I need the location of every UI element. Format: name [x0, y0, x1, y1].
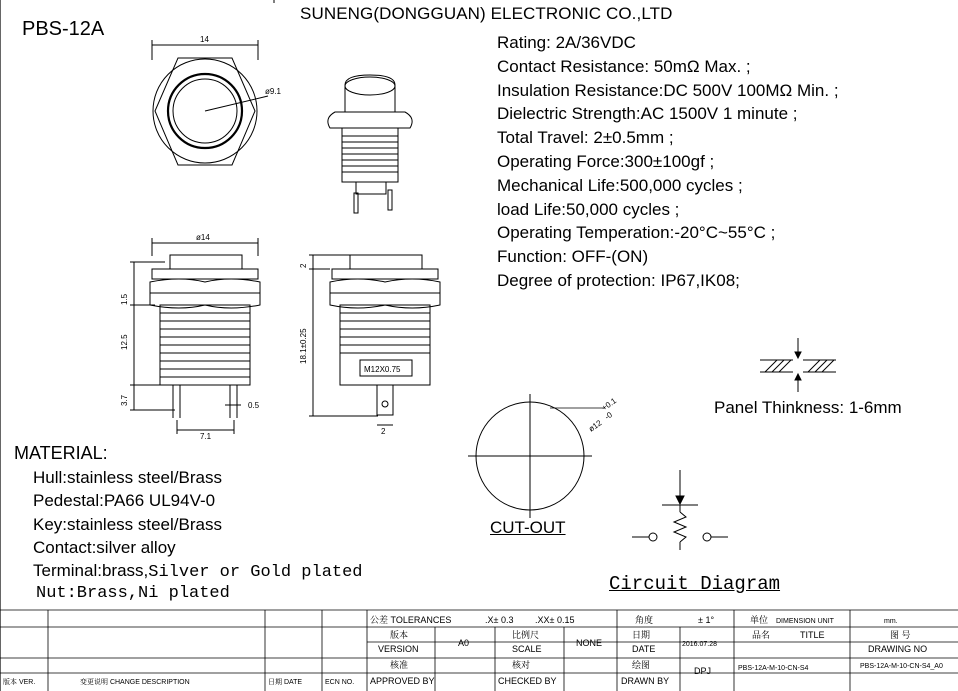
scale-value: NONE	[576, 638, 603, 648]
rev-ecn: ECN NO.	[325, 679, 355, 686]
spec-operating-force: Operating Force:300±100gf ;	[497, 151, 715, 171]
date-en: DATE	[632, 644, 656, 654]
dim-top-dia: ø9.1	[265, 87, 282, 96]
ver-en: VERSION	[378, 644, 419, 654]
approved-en: APPROVED BY	[370, 676, 435, 686]
title-en: TITLE	[800, 630, 825, 640]
approved-cn: 核准	[390, 660, 409, 670]
checked-cn: 核对	[512, 660, 531, 670]
panel-section-drawing	[760, 338, 836, 392]
dim-12-5: 12.5	[120, 334, 129, 350]
material-hull: Hull:stainless steel/Brass	[33, 468, 222, 487]
dwg-cn: 图 号	[890, 630, 911, 640]
tol-x: .X± 0.3	[485, 615, 514, 625]
spec-load-life: load Life:50,000 cycles ;	[497, 199, 680, 219]
top-view-drawing	[152, 40, 268, 165]
side-view-drawing	[309, 255, 440, 425]
dim-18-1: 18.1±0.25	[299, 328, 308, 364]
spec-mechanical-life: Mechanical Life:500,000 cycles ;	[497, 175, 743, 195]
ver-value: A0	[458, 638, 470, 648]
dwg-en: DRAWING NO	[868, 644, 928, 654]
cutout-label: CUT-OUT	[490, 518, 566, 537]
date-value: 2016.07.28	[682, 641, 718, 648]
spec-operating-temperature: Operating Temperation:-20°C~55°C ;	[497, 223, 776, 243]
spec-insulation-resistance: Insulation Resistance:DC 500V 100MΩ Min. ;	[497, 80, 839, 100]
spec-dielectric-strength: Dielectric Strength:AC 1500V 1 minute ;	[497, 104, 798, 124]
dim-1-5: 1.5	[120, 293, 129, 305]
tol-label: 公差 TOLERANCES	[370, 615, 452, 625]
dim-2-bottom: 2	[381, 427, 386, 436]
unit-label: 单位	[750, 615, 769, 625]
scale-cn: 比例尺	[512, 630, 540, 640]
perspective-view-drawing	[328, 75, 412, 213]
spec-function: Function: OFF-(ON)	[497, 247, 649, 267]
dim-front-dia: ø14	[196, 233, 210, 242]
tol-xx: .XX± 0.15	[535, 615, 575, 625]
rev-ver: 版本 VER.	[3, 679, 36, 686]
material-contact: Contact:silver alloy	[33, 538, 176, 557]
unit-en: DIMENSION UNIT	[776, 618, 834, 625]
dim-0-5: 0.5	[248, 401, 260, 410]
cutout-drawing	[468, 394, 605, 518]
drawn-cn: 绘图	[632, 660, 651, 670]
circuit-symbol-drawing	[632, 470, 728, 550]
scale-en: SCALE	[512, 644, 542, 654]
circuit-diagram-label: Circuit Diagram	[609, 573, 781, 595]
drawn-en: DRAWN BY	[621, 676, 670, 686]
spec-degree-of-protection: Degree of protection: IP67,IK08;	[497, 270, 740, 290]
drawn-value: DPJ	[694, 666, 712, 676]
part-code: PBS-12A-M-10-CN-S4	[738, 665, 809, 672]
material-heading: MATERIAL:	[14, 443, 108, 463]
material-terminal-plating: Silver or Gold plated	[148, 563, 363, 582]
dim-7-1: 7.1	[200, 432, 212, 441]
date-cn: 日期	[632, 630, 651, 640]
cutout-tolerance-plus: +0.1	[599, 396, 619, 413]
part-number: PBS-12A	[22, 18, 105, 40]
cutout-diameter: ø12	[586, 418, 604, 434]
dim-2-top: 2	[299, 263, 308, 268]
company-name: SUNENG(DONGGUAN) ELECTRONIC CO.,LTD	[300, 4, 673, 23]
title-cn: 品名	[752, 630, 771, 640]
material-terminal-label: Terminal:brass,	[33, 561, 149, 580]
unit-value: mm.	[884, 618, 898, 625]
material-pedestal: Pedestal:PA66 UL94V-0	[33, 491, 216, 510]
cutout-tolerance-minus: -0	[602, 410, 614, 422]
front-view-left-drawing	[130, 238, 260, 434]
rev-date: 日期 DATE	[268, 679, 303, 686]
dim-3-7: 3.7	[120, 394, 129, 406]
panel-thickness-label: Panel Thinkness: 1-6mm	[714, 398, 902, 417]
drawing-number: PBS-12A-M-10-CN-S4_A0	[860, 663, 943, 670]
ver-cn: 版本	[390, 630, 409, 640]
rev-description: 变更说明 CHANGE DESCRIPTION	[80, 679, 190, 686]
angle-label: 角度	[635, 615, 654, 625]
checked-en: CHECKED BY	[498, 676, 557, 686]
spec-rating: Rating: 2A/36VDC	[497, 33, 636, 52]
angle-value: ± 1°	[698, 615, 715, 625]
dim-thread: M12X0.75	[364, 365, 401, 374]
material-key: Key:stainless steel/Brass	[33, 515, 222, 534]
spec-contact-resistance: Contact Resistance: 50mΩ Max. ;	[497, 56, 751, 76]
spec-total-travel: Total Travel: 2±0.5mm ;	[497, 128, 674, 148]
dim-top-width: 14	[200, 35, 209, 44]
material-nut: Nut:Brass,Ni plated	[36, 584, 230, 603]
